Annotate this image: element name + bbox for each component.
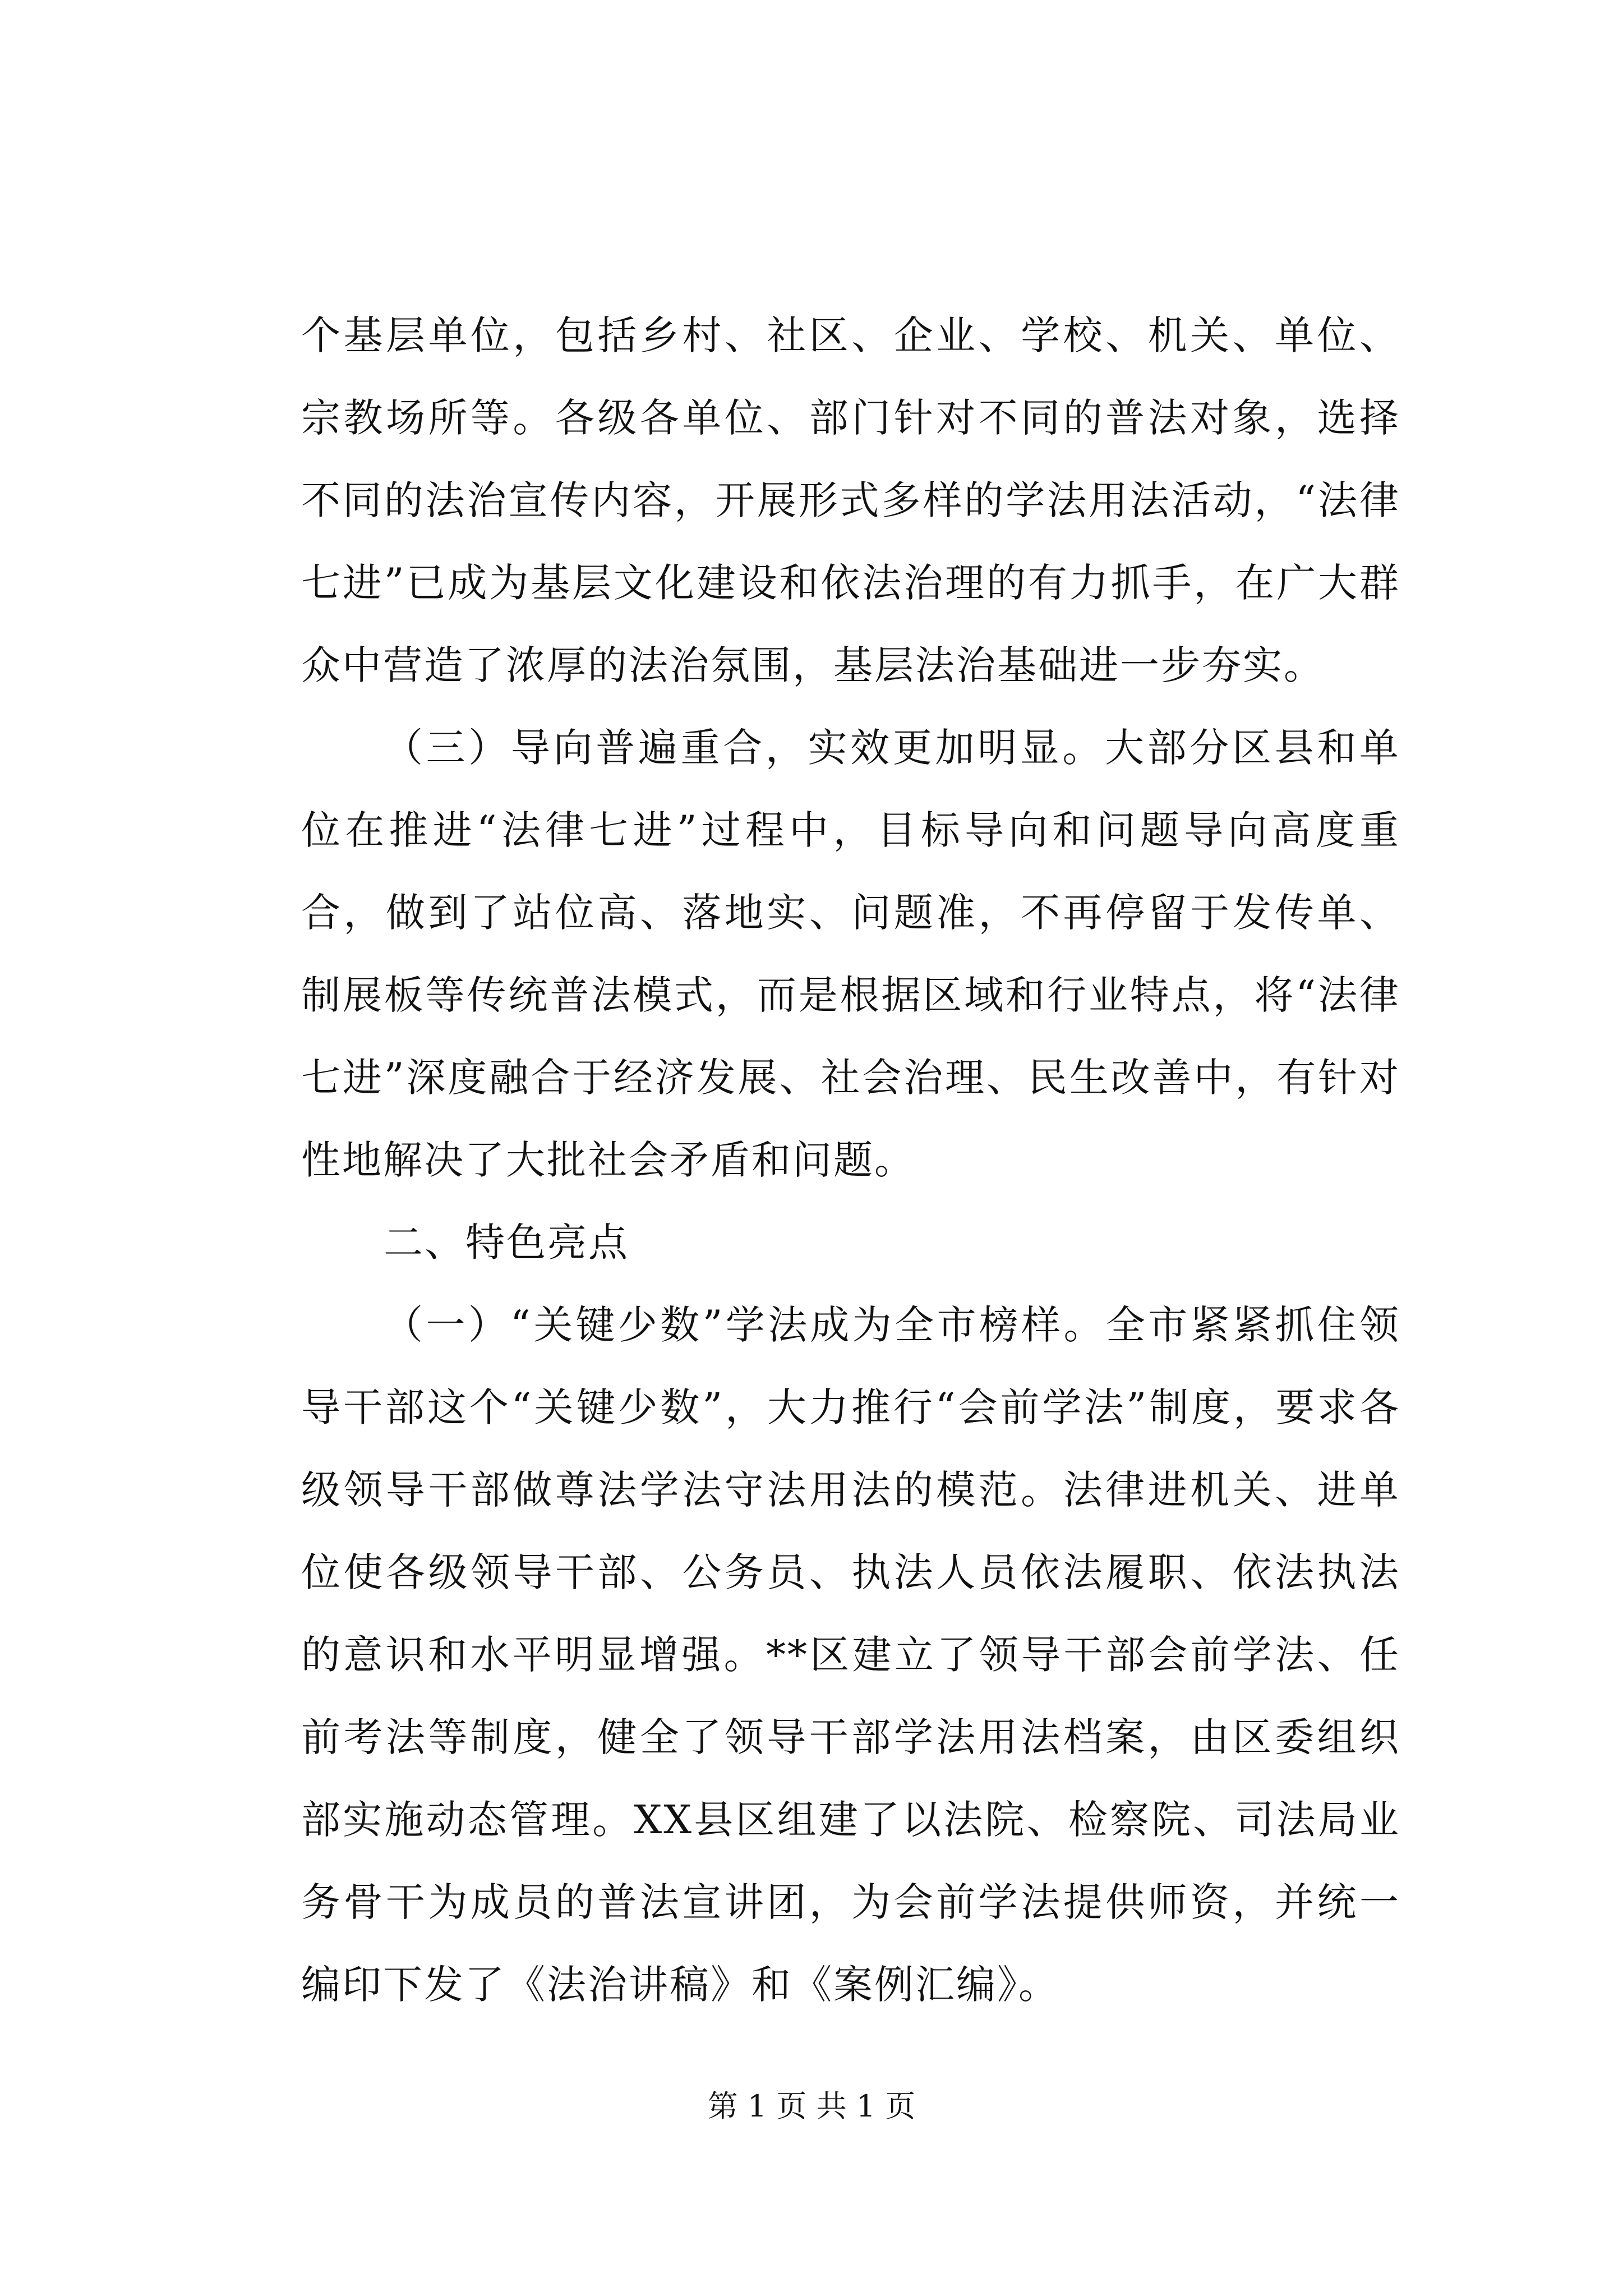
document-body <box>301 295 1400 2026</box>
page-footer: 第 1 页 共 1 页 <box>707 2088 916 2124</box>
paragraph-continuation: 个基层单位，包括乡村、社区、企业、学校、机关、单位、宗教场所等。各级各单位、部门针对不同的普法对象，选择不同的法治宣传内容，开展形式多样的学法用法活动，“法律七进”已成为基层文化建设和依法治理的有力抓手，在广大群众中营造了浓厚的法治氛围，基层法治基础进一步夯实。 <box>301 312 1400 688</box>
paragraph-section-three: （三）导向普遍重合，实效更加明显。大部分区县和单位在推进“法律七进”过程中，目标导向和问题导向高度重合，做到了站位高、落地实、问题准，不再停留于发传单、制展板等传统普法模式，而是根据区域和行业特点，将“法律七进”深度融合于经济发展、社会治理、民生改善中，有针对性地解决了大批社会矛盾和问题。 <box>301 725 1400 1183</box>
paragraph-key-minority: （一）“关键少数”学法成为全市榜样。全市紧紧抓住领导干部这个“关键少数”，大力推行“会前学法”制度，要求各级领导干部做尊法学法守法用法的模范。法律进机关、进单位使各级领导干部、公务员、执法人员依法履职、依法执法的意识和水平明显增强。**区建立了领导干部会前学法、任前考法等制度，健全了领导干部学法用法档案，由区委组织部实施动态管理。XX县区组建了以法院、检察院、司法局业务骨干为成员的普法宣讲团，为会前学法提供师资，并统一编印下发了《法治讲稿》和《案例汇编》。 <box>301 1302 1400 2008</box>
section-heading-highlights: 二、特色亮点 <box>384 1220 629 1266</box>
